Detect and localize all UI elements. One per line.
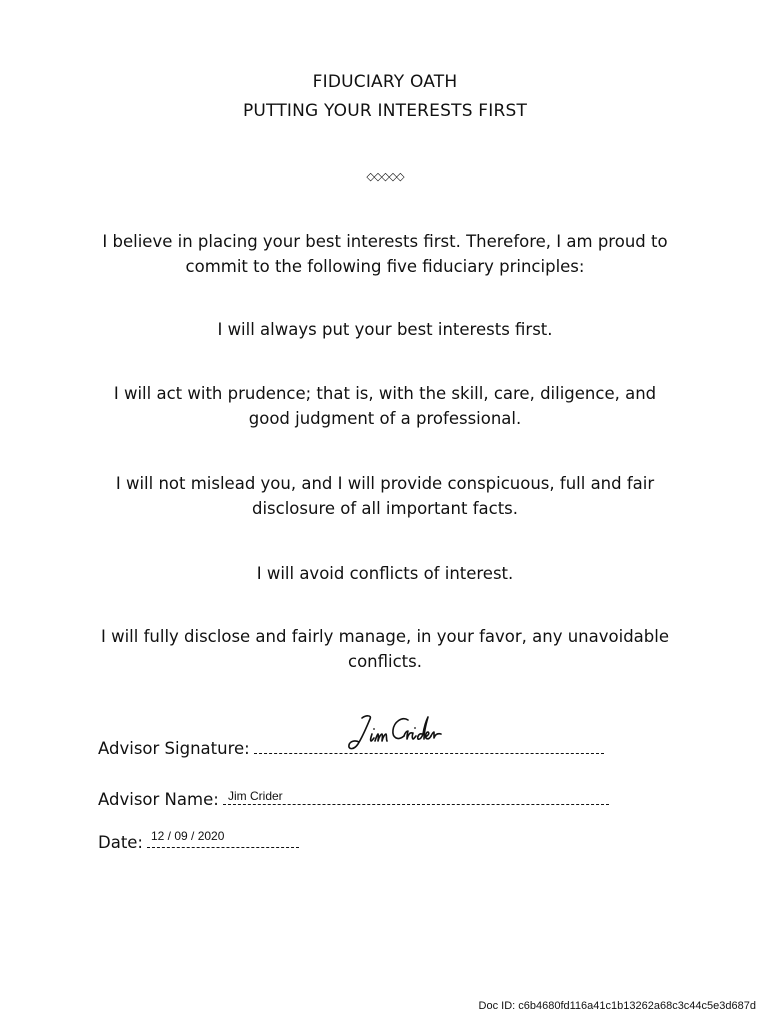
advisor-name-label: Advisor Name: bbox=[98, 790, 219, 809]
principle-4: I will avoid conflicts of interest. bbox=[256, 564, 514, 583]
advisor-name-value: Jim Crider bbox=[228, 789, 283, 803]
date-value: 12 / 09 / 2020 bbox=[151, 829, 225, 843]
intro-paragraph: I believe in placing your best interests first. Therefore, I am proud to commit to the following five fiduciary principles: bbox=[102, 232, 668, 276]
document-title: FIDUCIARY OATH bbox=[312, 72, 458, 92]
date-label: Date: bbox=[98, 833, 143, 852]
advisor-name-row bbox=[98, 790, 609, 809]
ornament-divider: ◇◇◇◇◇ bbox=[366, 170, 404, 183]
principle-2: I will act with prudence; that is, with the skill, care, diligence, and good judgment of a professional. bbox=[113, 384, 657, 428]
document-subtitle: PUTTING YOUR INTERESTS FIRST bbox=[242, 101, 528, 121]
document-id: Doc ID: c6b4680fd116a41c1b13262a68c3c44c5e3d687d bbox=[478, 1000, 756, 1012]
principle-3: I will not mislead you, and I will provide conspicuous, full and fair disclosure of all important facts. bbox=[115, 474, 655, 518]
principle-1: I will always put your best interests first. bbox=[217, 320, 553, 339]
signature-image bbox=[346, 712, 446, 754]
principle-5: I will fully disclose and fairly manage, in your favor, any unavoidable conflicts. bbox=[100, 627, 669, 671]
signature-label: Advisor Signature: bbox=[98, 739, 250, 758]
